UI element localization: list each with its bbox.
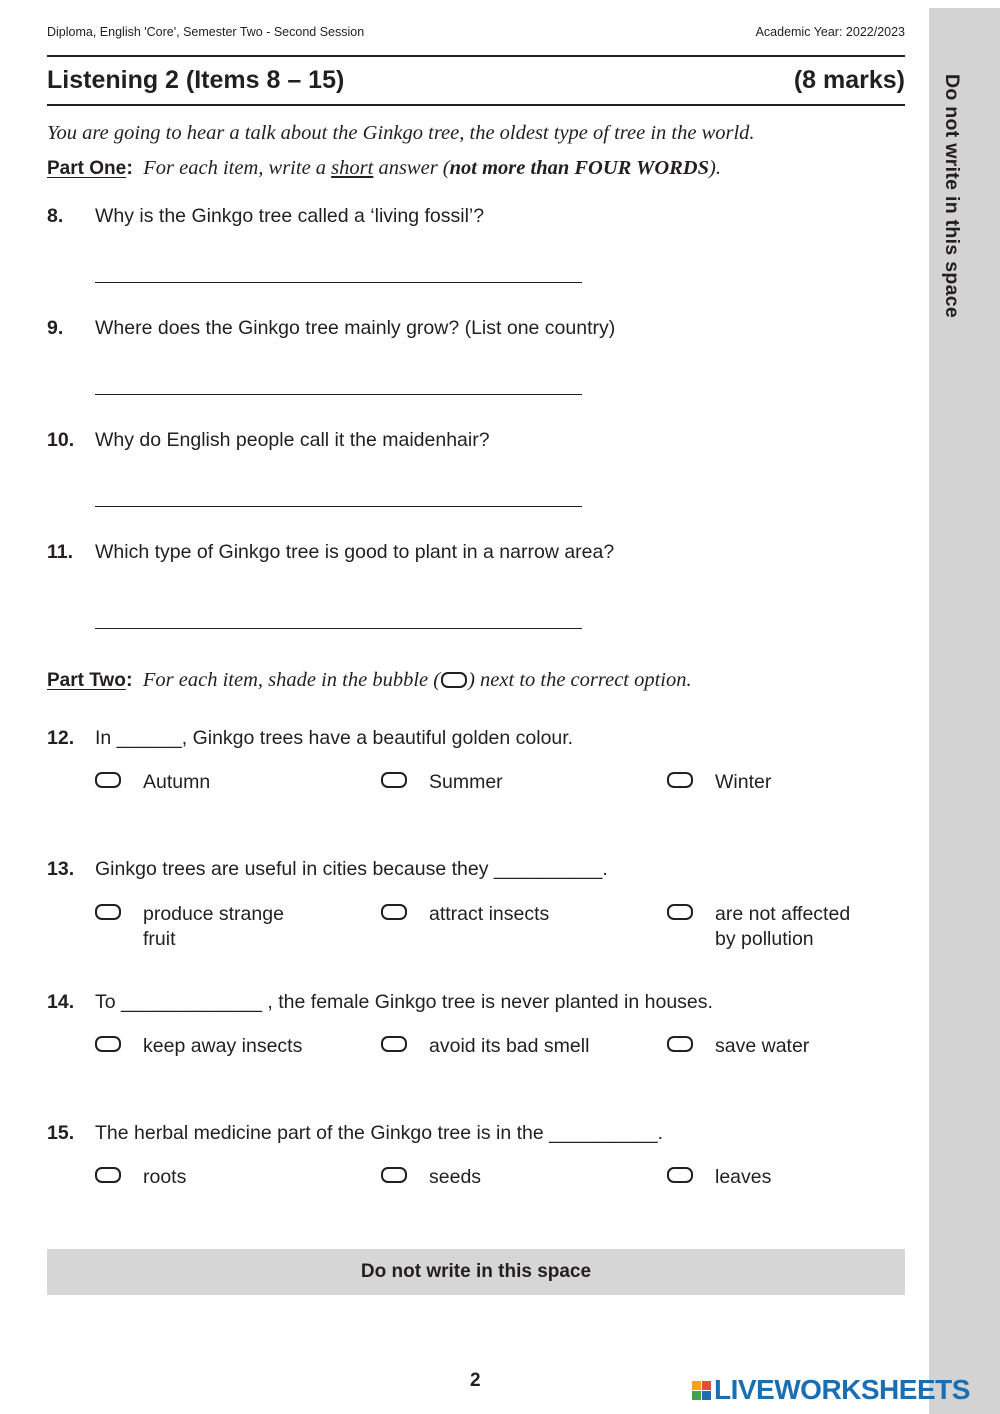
question-number: 11. <box>47 541 74 563</box>
title-rule <box>47 104 905 106</box>
question-text: To _____________ , the female Ginkgo tree is never planted in houses. <box>95 991 713 1013</box>
bubble-icon[interactable] <box>667 1167 693 1183</box>
option-label: keep away insects <box>143 1035 303 1057</box>
answer-line-10[interactable] <box>95 506 582 507</box>
question-number: 13. <box>47 858 75 880</box>
part-two-instructions: Part Two: For each item, shade in the bubble ( ) next to the correct option. <box>47 668 692 691</box>
option-label: Summer <box>429 771 503 793</box>
side-margin-text: Do not write in this space <box>941 74 963 318</box>
option-label-line: by pollution <box>715 928 814 950</box>
option-label <box>143 902 284 952</box>
bubble-icon[interactable] <box>95 1167 121 1183</box>
part-one-instr-a: For each item, write a <box>143 157 332 179</box>
option-label: roots <box>143 1166 187 1188</box>
header-rule <box>47 55 905 57</box>
question-number: 9. <box>47 317 64 339</box>
logo-square-icon <box>702 1391 711 1400</box>
question-text: The herbal medicine part of the Ginkgo tree is in the __________. <box>95 1122 664 1144</box>
part-one-label: Part One <box>47 158 127 179</box>
logo-square-icon <box>692 1381 701 1390</box>
question-number: 10. <box>47 429 75 451</box>
bubble-icon[interactable] <box>95 904 121 920</box>
option-label: seeds <box>429 1166 482 1188</box>
answer-line-8[interactable] <box>95 282 582 283</box>
bubble-icon[interactable] <box>667 772 693 788</box>
logo-square-icon <box>702 1381 711 1390</box>
question-text: In ______, Ginkgo trees have a beautiful golden colour. <box>95 727 574 749</box>
part-one-instr-b: answer ( <box>373 157 450 179</box>
bubble-icon[interactable] <box>381 772 407 788</box>
part-one-instr-c: ). <box>709 157 721 179</box>
part-two-instr-a: For each item, shade in the bubble ( <box>142 669 441 691</box>
question-number: 8. <box>47 205 64 227</box>
academic-year: Academic Year: 2022/2023 <box>755 25 905 39</box>
option-label-line: fruit <box>143 928 176 950</box>
question-number: 14. <box>47 991 75 1013</box>
logo-mark-icon <box>692 1381 711 1400</box>
section-title: Listening 2 (Items 8 – 15) <box>47 66 345 94</box>
exam-header-left: Diploma, English 'Core', Semester Two - Second Session <box>47 25 365 39</box>
option-label-line: produce strange <box>143 903 284 925</box>
option-label-line: are not affected <box>715 903 851 925</box>
logo-square-icon <box>692 1391 701 1400</box>
part-one-instr-short: short <box>331 157 374 179</box>
logo-text: LIVEWORKSHEETS <box>714 1374 970 1405</box>
question-text: Why is the Ginkgo tree called a ‘living fossil’? <box>95 205 485 227</box>
question-text: Where does the Ginkgo tree mainly grow? (List one country) <box>95 317 616 339</box>
bubble-icon <box>441 672 467 688</box>
answer-line-9[interactable] <box>95 394 582 395</box>
question-text: Which type of Ginkgo tree is good to plant in a narrow area? <box>95 541 615 563</box>
part-one-instr-bold: not more than FOUR WORDS <box>449 157 710 179</box>
bubble-icon[interactable] <box>667 904 693 920</box>
liveworksheets-logo <box>692 1374 970 1406</box>
do-not-write-footer: Do not write in this space <box>47 1249 905 1295</box>
option-label <box>715 902 850 952</box>
question-number: 15. <box>47 1122 75 1144</box>
question-text: Why do English people call it the maidenhair? <box>95 429 490 451</box>
option-label: Winter <box>715 771 772 793</box>
option-label: save water <box>715 1035 810 1057</box>
part-two-label: Part Two <box>47 670 126 691</box>
intro-text: You are going to hear a talk about the Ginkgo tree, the oldest type of tree in the world. <box>47 122 755 144</box>
section-marks: (8 marks) <box>793 66 905 94</box>
option-label: leaves <box>715 1166 772 1188</box>
question-text: Ginkgo trees are useful in cities because they __________. <box>95 858 608 880</box>
part-two-instr-b: ) next to the correct option. <box>468 669 692 691</box>
bubble-icon[interactable] <box>381 1036 407 1052</box>
option-label: avoid its bad smell <box>429 1035 590 1057</box>
bubble-icon[interactable] <box>95 1036 121 1052</box>
question-number: 12. <box>47 727 75 749</box>
bubble-icon[interactable] <box>381 904 407 920</box>
bubble-icon[interactable] <box>667 1036 693 1052</box>
answer-line-11[interactable] <box>95 628 582 629</box>
page-number: 2 <box>470 1370 481 1391</box>
part-one-instructions: Part One: For each item, write a short answer (not more than FOUR WORDS). <box>47 156 721 179</box>
option-label: attract insects <box>429 903 550 925</box>
bubble-icon[interactable] <box>381 1167 407 1183</box>
bubble-icon[interactable] <box>95 772 121 788</box>
option-label: Autumn <box>143 771 211 793</box>
